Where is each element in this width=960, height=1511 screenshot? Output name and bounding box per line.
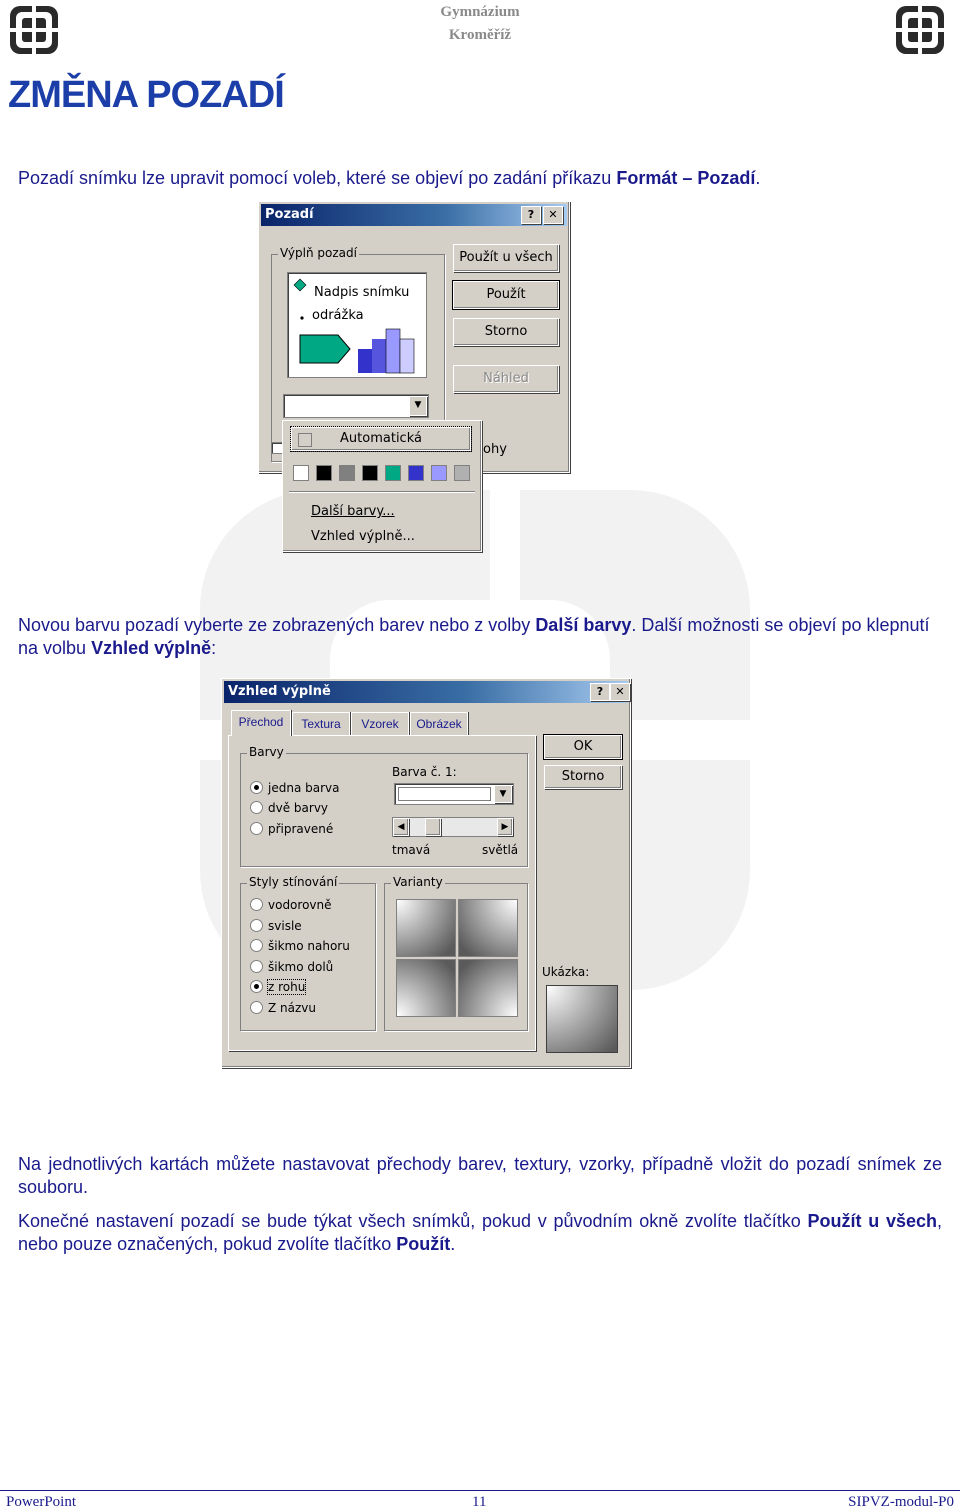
radio-icon [250,919,263,932]
sample-preview [546,985,618,1053]
slider-thumb[interactable] [425,818,441,836]
radio-from-corner[interactable] [250,980,305,994]
color-swatch[interactable] [293,465,309,481]
footer-rule [0,1490,960,1491]
radio-label: jedna barva [268,781,340,795]
slider-left-icon[interactable]: ◀ [393,818,409,836]
variant-4[interactable] [458,959,518,1017]
variant-1[interactable] [396,899,456,957]
preview-bullet: odrážka [312,308,364,323]
help-button[interactable]: ? [521,206,541,224]
cancel-button[interactable]: Storno [453,318,559,346]
more-colors-option[interactable]: Další barvy... [311,504,395,519]
radio-icon [250,898,263,911]
dropdown-divider [289,491,475,492]
radio-vertical[interactable] [250,919,302,933]
automatic-label: Automatická [340,431,422,446]
footer-left: PowerPoint [6,1494,77,1510]
paragraph-tabs: Na jednotlivých kartách můžete nastavovat přechody barev, textury, vzorky, případně vložit do pozadí snímek ze souboru. [18,1154,942,1197]
page-number: 11 [472,1494,487,1510]
fill-effects-option[interactable]: Vzhled výplně... [311,529,415,544]
tab-gradient[interactable]: Přechod [231,710,291,736]
radio-label: připravené [268,822,334,836]
shading-group-label: Styly stínování [249,875,338,889]
radio-label: Z názvu [268,1001,316,1015]
color-swatch[interactable] [362,465,378,481]
radio-icon [250,1001,263,1014]
color-swatch[interactable] [385,465,401,481]
tab-picture[interactable]: Obrázek [410,712,468,735]
color1-value [398,787,491,801]
auto-color-icon [298,433,312,447]
color-swatch[interactable] [454,465,470,481]
color1-combo[interactable] [394,783,514,805]
color-swatch[interactable] [316,465,332,481]
radio-icon [250,822,263,835]
dialog-titlebar: Pozadí [261,204,567,226]
slider-right-icon[interactable]: ▶ [497,818,513,836]
radio-label: šikmo nahoru [268,939,350,953]
radio-two-colors[interactable] [250,801,328,815]
ok-button[interactable]: OK [544,735,622,759]
radio-one-color[interactable] [250,781,339,795]
radio-label: šikmo dolů [268,960,334,974]
radio-diagonal-up[interactable] [250,939,350,953]
radio-label: z rohu [268,980,306,994]
radio-label: svisle [268,919,302,933]
color-swatch[interactable] [431,465,447,481]
tab-texture[interactable]: Textura [292,712,350,735]
paragraph-intro: Pozadí snímku lze upravit pomocí voleb, které se objeví po zadání příkazu Formát – Pozadí. [18,168,761,188]
paragraph-apply: Konečné nastavení pozadí se bude týkat všech snímků, pokud v původním okně zvolíte tlačítko Použít u všech, nebo pouze označených, pokud zvolíte tlačítko Použít. [18,1211,942,1254]
dark-label: tmavá [392,843,431,857]
chevron-down-icon[interactable]: ▼ [409,396,427,416]
light-label: světlá [482,843,519,857]
help-button[interactable]: ? [590,683,610,701]
colors-group-label: Barvy [249,745,284,759]
shade-slider[interactable] [392,817,514,837]
tab-pattern[interactable]: Vzorek [351,712,409,735]
variant-2[interactable] [458,899,518,957]
color-dropdown [282,420,482,552]
automatic-option[interactable] [291,427,471,451]
school-town: Kroměříž [448,27,512,43]
radio-icon [250,980,263,993]
footer-right: SIPVZ-modul-P0 [848,1494,954,1510]
fill-effects-dialog [221,678,631,1068]
dialog-titlebar: Vzhled výplně [224,681,628,703]
radio-icon [250,801,263,814]
radio-icon [250,939,263,952]
school-logo-left [8,4,60,56]
radio-diagonal-down[interactable] [250,960,333,974]
close-button[interactable]: ✕ [543,206,563,224]
radio-preset[interactable] [250,822,333,836]
radio-from-title[interactable] [250,1001,316,1015]
variant-3[interactable] [396,959,456,1017]
radio-label: vodorovně [268,898,332,912]
color1-label: Barva č. 1: [392,765,457,779]
close-button[interactable]: ✕ [610,683,630,701]
chevron-down-icon[interactable]: ▼ [494,785,512,803]
fill-group-label: Výplň pozadí [280,246,357,260]
school-logo-right [894,4,946,56]
preview-title: Nadpis snímku [314,285,410,300]
radio-label: dvě barvy [268,801,329,815]
slide-preview [287,272,427,378]
preview-button[interactable]: Náhled [453,365,559,393]
variants-group-label: Varianty [393,875,443,889]
page-title: ZMĚNA POZADÍ [8,74,284,116]
apply-button[interactable]: Použít [453,281,559,309]
school-name: Gymnázium [440,4,520,20]
omit-graphics-label: ohy [483,442,507,457]
apply-all-button[interactable]: Použít u všech [453,244,559,272]
paragraph-colors: Novou barvu pozadí vyberte ze zobrazených barev nebo z volby Další barvy. Další možnosti se objeví po klepnutí na volbu Vzhled výplně: [18,615,930,658]
color-combo[interactable] [283,394,429,418]
cancel-button[interactable]: Storno [544,765,622,789]
radio-icon [250,781,263,794]
color-swatch[interactable] [339,465,355,481]
sample-label: Ukázka: [542,965,590,979]
radio-icon [250,960,263,973]
radio-horizontal[interactable] [250,898,332,912]
color-swatch[interactable] [408,465,424,481]
